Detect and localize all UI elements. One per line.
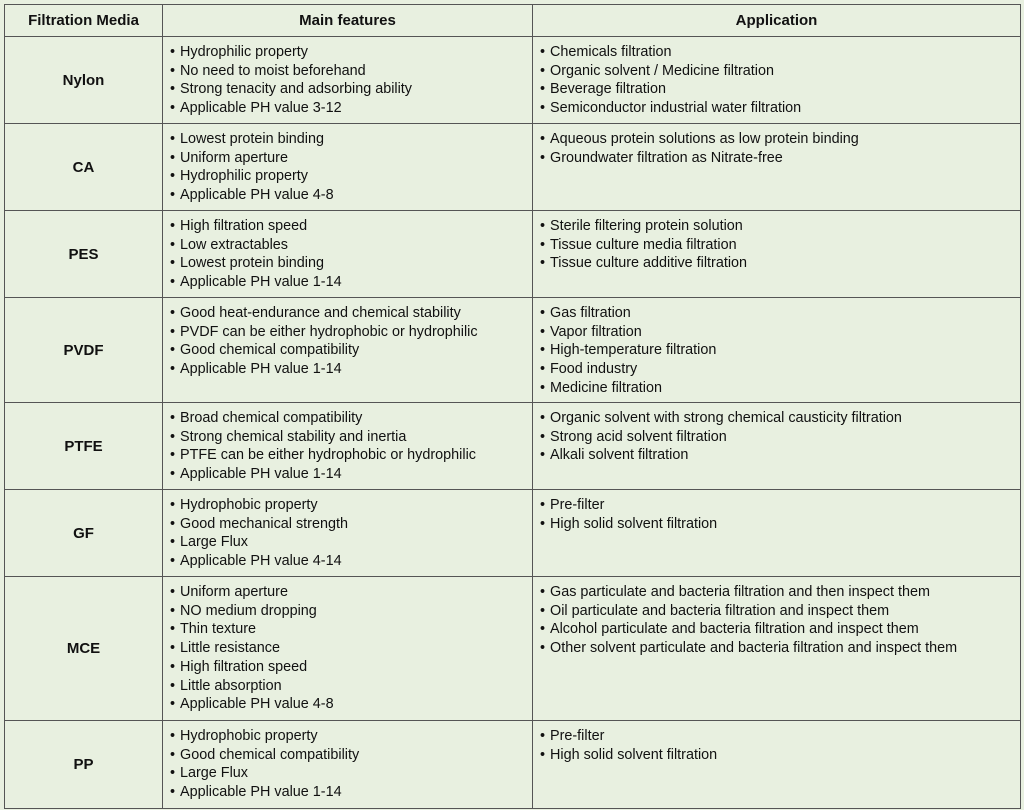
feature-item: • No need to moist beforehand — [170, 62, 532, 81]
features-cell — [163, 124, 533, 211]
application-item: • Chemicals filtration — [540, 43, 1020, 62]
feature-item: • Low extractables — [170, 236, 532, 255]
feature-item: • Thin texture — [170, 620, 532, 639]
application-item: • Tissue culture additive filtration — [540, 254, 1020, 273]
application-item: • Pre-filter — [540, 496, 1020, 515]
applications-list — [533, 490, 1020, 533]
application-item: • Groundwater filtration as Nitrate-free — [540, 149, 1020, 168]
feature-item: • Hydrophobic property — [170, 727, 532, 746]
feature-item: • High filtration speed — [170, 217, 532, 236]
application-item: • Pre-filter — [540, 727, 1020, 746]
feature-item: • Good chemical compatibility — [170, 746, 532, 765]
features-cell — [163, 577, 533, 721]
features-list — [163, 577, 532, 714]
application-item: • Sterile filtering protein solution — [540, 217, 1020, 236]
applications-list — [533, 37, 1020, 118]
applications-list — [533, 721, 1020, 764]
application-item: • Organic solvent with strong chemical causticity filtration — [540, 409, 1020, 428]
applications-cell — [533, 490, 1021, 577]
features-cell — [163, 37, 533, 124]
applications-list — [533, 403, 1020, 465]
table-row — [5, 490, 1021, 577]
applications-cell — [533, 577, 1021, 721]
feature-item: • PVDF can be either hydrophobic or hydrophilic — [170, 323, 532, 342]
feature-item: • Uniform aperture — [170, 149, 532, 168]
application-item: • Strong acid solvent filtration — [540, 428, 1020, 447]
features-list — [163, 37, 532, 118]
applications-list — [533, 211, 1020, 273]
feature-item: • NO medium dropping — [170, 602, 532, 621]
applications-cell — [533, 37, 1021, 124]
applications-cell — [533, 721, 1021, 809]
table-row — [5, 403, 1021, 490]
application-item: • Gas particulate and bacteria filtration and then inspect them — [540, 583, 1020, 602]
feature-item: • Applicable PH value 1-14 — [170, 783, 532, 802]
applications-list — [533, 124, 1020, 167]
features-cell — [163, 403, 533, 490]
filtration-media-table — [4, 4, 1021, 809]
features-list — [163, 124, 532, 205]
features-cell — [163, 721, 533, 809]
feature-item: • PTFE can be either hydrophobic or hydrophilic — [170, 446, 532, 465]
applications-cell — [533, 211, 1021, 298]
header-main-features: Main features — [163, 5, 533, 37]
features-cell — [163, 298, 533, 403]
application-item: • Vapor filtration — [540, 323, 1020, 342]
media-name-cell: PTFE — [5, 403, 163, 490]
feature-item: • Applicable PH value 1-14 — [170, 465, 532, 484]
features-list — [163, 211, 532, 292]
feature-item: • Strong chemical stability and inertia — [170, 428, 532, 447]
application-item: • Other solvent particulate and bacteria filtration and inspect them — [540, 639, 1020, 658]
application-item: • High solid solvent filtration — [540, 746, 1020, 765]
header-row — [5, 5, 1021, 37]
feature-item: • Good mechanical strength — [170, 515, 532, 534]
features-list — [163, 721, 532, 802]
applications-list — [533, 577, 1020, 658]
table-body — [5, 37, 1021, 809]
application-item: • Semiconductor industrial water filtration — [540, 99, 1020, 118]
table-row — [5, 721, 1021, 809]
application-item: • Alcohol particulate and bacteria filtration and inspect them — [540, 620, 1020, 639]
feature-item: • Large Flux — [170, 533, 532, 552]
applications-cell — [533, 124, 1021, 211]
feature-item: • Applicable PH value 1-14 — [170, 273, 532, 292]
features-list — [163, 490, 532, 571]
feature-item: • Applicable PH value 4-8 — [170, 695, 532, 714]
table-row — [5, 211, 1021, 298]
feature-item: • Applicable PH value 3-12 — [170, 99, 532, 118]
application-item: • Beverage filtration — [540, 80, 1020, 99]
features-list — [163, 298, 532, 379]
media-name-cell: PP — [5, 721, 163, 809]
feature-item: • Hydrophobic property — [170, 496, 532, 515]
applications-list — [533, 298, 1020, 398]
feature-item: • High filtration speed — [170, 658, 532, 677]
application-item: • Tissue culture media filtration — [540, 236, 1020, 255]
application-item: • High-temperature filtration — [540, 341, 1020, 360]
features-list — [163, 403, 532, 484]
filtration-table-container — [4, 4, 1020, 806]
media-name-cell: PVDF — [5, 298, 163, 403]
header-filtration-media: Filtration Media — [5, 5, 163, 37]
table-row — [5, 298, 1021, 403]
application-item: • Food industry — [540, 360, 1020, 379]
feature-item: • Good heat-endurance and chemical stability — [170, 304, 532, 323]
table-row — [5, 577, 1021, 721]
application-item: • Organic solvent / Medicine filtration — [540, 62, 1020, 81]
media-name-cell: MCE — [5, 577, 163, 721]
feature-item: • Good chemical compatibility — [170, 341, 532, 360]
applications-cell — [533, 403, 1021, 490]
header-application: Application — [533, 5, 1021, 37]
feature-item: • Hydrophilic property — [170, 43, 532, 62]
media-name-cell: GF — [5, 490, 163, 577]
feature-item: • Lowest protein binding — [170, 130, 532, 149]
application-item: • Aqueous protein solutions as low protein binding — [540, 130, 1020, 149]
feature-item: • Lowest protein binding — [170, 254, 532, 273]
application-item: • High solid solvent filtration — [540, 515, 1020, 534]
features-cell — [163, 211, 533, 298]
feature-item: • Broad chemical compatibility — [170, 409, 532, 428]
feature-item: • Hydrophilic property — [170, 167, 532, 186]
feature-item: • Strong tenacity and adsorbing ability — [170, 80, 532, 99]
feature-item: • Applicable PH value 1-14 — [170, 360, 532, 379]
feature-item: • Large Flux — [170, 764, 532, 783]
application-item: • Alkali solvent filtration — [540, 446, 1020, 465]
feature-item: • Little absorption — [170, 677, 532, 696]
feature-item: • Uniform aperture — [170, 583, 532, 602]
feature-item: • Little resistance — [170, 639, 532, 658]
application-item: • Gas filtration — [540, 304, 1020, 323]
feature-item: • Applicable PH value 4-14 — [170, 552, 532, 571]
feature-item: • Applicable PH value 4-8 — [170, 186, 532, 205]
media-name-cell: CA — [5, 124, 163, 211]
table-row — [5, 124, 1021, 211]
application-item: • Oil particulate and bacteria filtration and inspect them — [540, 602, 1020, 621]
media-name-cell: Nylon — [5, 37, 163, 124]
applications-cell — [533, 298, 1021, 403]
table-row — [5, 37, 1021, 124]
application-item: • Medicine filtration — [540, 379, 1020, 398]
features-cell — [163, 490, 533, 577]
media-name-cell: PES — [5, 211, 163, 298]
